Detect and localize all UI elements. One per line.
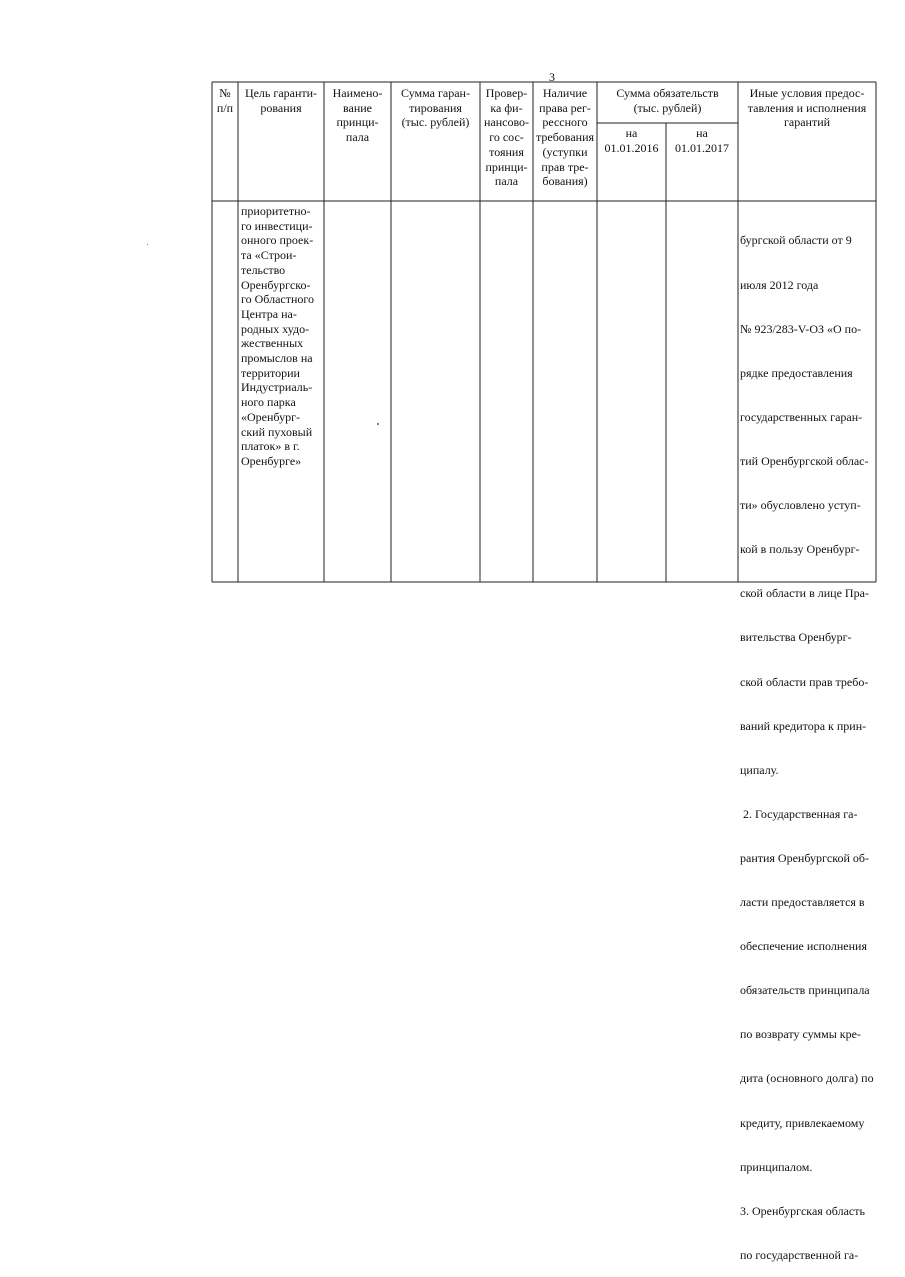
- header-recourse-line: Наличие: [542, 86, 588, 100]
- goal-line: тельство: [241, 262, 286, 277]
- header-recourse-line: бования): [542, 174, 588, 189]
- goal-line: ский пуховый: [241, 424, 313, 439]
- header-check-line: тояния: [489, 144, 524, 159]
- header-date-line: 01.01.2016: [604, 140, 659, 155]
- goal-line: Индустриаль-: [241, 380, 313, 395]
- goal-line: платок» в г.: [241, 439, 300, 454]
- conditions-line: принципалом.: [740, 1159, 813, 1174]
- header-principal-line: вание: [342, 100, 372, 115]
- header-check-line: пала: [494, 174, 519, 189]
- conditions-line: бургской области от 9: [740, 233, 852, 248]
- header-financial-check: [480, 86, 533, 189]
- header-recourse-line: рессного: [542, 115, 588, 130]
- conditions-line: кой в пользу Оренбург-: [740, 542, 860, 557]
- header-principal: [324, 86, 391, 145]
- conditions-line: № 923/283-V-ОЗ «О по-: [740, 321, 862, 336]
- goal-line: онного проек-: [241, 233, 314, 248]
- header-date-line: 01.01.2017: [675, 140, 729, 155]
- header-check-line: ка фи-: [490, 100, 523, 115]
- goal-line: приоритетно-: [241, 204, 311, 218]
- conditions-line: по возврату суммы кре-: [740, 1027, 861, 1042]
- scan-speck: [377, 423, 379, 425]
- header-goal: [238, 86, 324, 115]
- goal-line: ного парка: [241, 395, 296, 410]
- header-obligations-line: Сумма обязательств: [616, 86, 719, 100]
- goal-line: Оренбургско-: [241, 277, 311, 292]
- header-recourse-line: (уступки: [542, 144, 588, 159]
- conditions-line: ской области прав требо-: [740, 674, 869, 689]
- header-amount: [391, 86, 480, 130]
- header-check-line: Провер-: [485, 86, 528, 100]
- scan-speck: [147, 244, 148, 245]
- conditions-line: 3. Оренбургская область: [740, 1203, 865, 1218]
- header-num-line: №: [219, 86, 231, 100]
- conditions-line: вительства Оренбург-: [740, 630, 852, 645]
- header-recourse-line: права рег-: [539, 100, 591, 115]
- conditions-line: ской области в лице Пра-: [740, 586, 869, 601]
- header-check-line: го сос-: [489, 130, 524, 145]
- header-other-conditions: [738, 86, 876, 130]
- header-date-2016: [597, 126, 666, 155]
- row-goal-text: [241, 204, 323, 469]
- header-goal-line: Цель гаранти-: [244, 86, 318, 100]
- header-other-line: гарантий: [783, 115, 831, 130]
- header-other-line: Иные условия предос-: [749, 86, 865, 100]
- page-number: 3: [549, 70, 555, 84]
- header-recourse-line: прав тре-: [541, 159, 589, 174]
- conditions-line: кредиту, привлекаемому: [740, 1115, 865, 1130]
- conditions-line: обязательств принципала: [740, 983, 870, 998]
- header-principal-line: Наимено-: [332, 86, 383, 100]
- header-date-2017: [666, 126, 738, 155]
- goal-line: промыслов на: [241, 351, 313, 366]
- conditions-line: рантия Оренбургской об-: [740, 850, 869, 865]
- conditions-line: государственных гаран-: [740, 409, 863, 424]
- header-num-line: п/п: [216, 100, 234, 115]
- conditions-line: по государственной га-: [740, 1247, 859, 1262]
- header-obligations-line: (тыс. рублей): [633, 100, 702, 115]
- header-amount-line: Сумма гаран-: [401, 86, 470, 100]
- goal-line: го инвестици-: [241, 218, 313, 233]
- header-amount-line: (тыс. рублей): [401, 115, 470, 130]
- conditions-line: обеспечение исполнения: [740, 939, 867, 954]
- goal-line: Оренбурге»: [241, 453, 302, 468]
- conditions-line: ласти предоставляется в: [740, 895, 865, 910]
- goal-line: «Оренбург-: [241, 409, 300, 424]
- conditions-line: ти» обусловлено уступ-: [740, 498, 861, 513]
- conditions-line: 2. Государственная га-: [740, 806, 858, 821]
- conditions-line: дита (основного долга) по: [740, 1071, 874, 1086]
- goal-line: жественных: [241, 336, 304, 351]
- header-check-line: нансово-: [483, 115, 530, 130]
- header-principal-line: пала: [345, 130, 370, 145]
- conditions-line: ципалу.: [740, 762, 779, 777]
- header-recourse: [533, 86, 597, 189]
- goal-line: территории: [241, 365, 300, 380]
- conditions-line: рядке предоставления: [740, 365, 853, 380]
- goal-line: родных худо-: [241, 321, 310, 336]
- header-obligations: [597, 86, 738, 115]
- header-check-line: принци-: [485, 159, 528, 174]
- header-date-line: на: [696, 126, 708, 140]
- conditions-line: тий Оренбургской облас-: [740, 453, 869, 468]
- header-recourse-line: требования: [535, 130, 595, 145]
- header-principal-line: принци-: [336, 115, 379, 130]
- goal-line: Центра на-: [241, 306, 297, 321]
- row-conditions-text: [740, 204, 876, 1277]
- header-num: [212, 86, 238, 115]
- goal-line: го Областного: [241, 292, 315, 307]
- conditions-line: ваний кредитора к прин-: [740, 718, 867, 733]
- conditions-line: июля 2012 года: [740, 277, 819, 292]
- header-date-line: на: [625, 126, 638, 140]
- header-amount-line: тирования: [409, 100, 462, 115]
- header-other-line: тавления и исполнения: [747, 100, 867, 115]
- header-goal-line: рования: [260, 100, 302, 115]
- goal-line: та «Строи-: [241, 248, 297, 263]
